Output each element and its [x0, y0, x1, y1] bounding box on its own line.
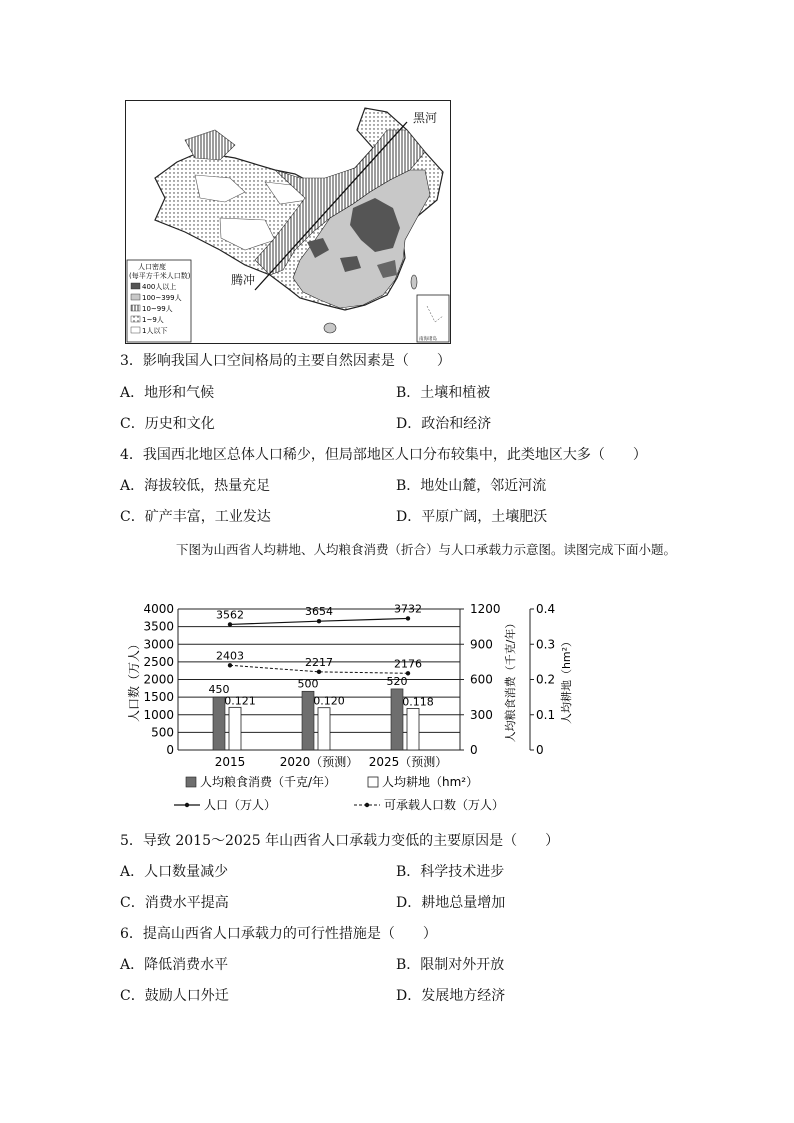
capacity-point [228, 663, 232, 667]
capacity-label: 2176 [394, 657, 422, 671]
population-point [228, 622, 232, 626]
grain-bar [213, 697, 225, 750]
population-point [406, 616, 410, 620]
map-legend [127, 260, 191, 342]
y1-axis-title: 人口数（万人） [127, 637, 141, 723]
legend-land-swatch [368, 777, 378, 787]
capacity-point [406, 671, 410, 675]
q6-option-b[interactable]: B．限制对外开放 [396, 957, 505, 973]
land-bar-label: 0.118 [402, 695, 434, 709]
y1-tick-label: 3000 [143, 637, 174, 652]
land-bar [229, 707, 241, 750]
legend-grain-label: 人均粮食消费（千克/年） [200, 775, 337, 789]
legend-grain-swatch [186, 777, 196, 787]
population-label: 3654 [305, 605, 333, 619]
land-bar [318, 708, 330, 750]
svg-text:人口密度: 人口密度 [138, 263, 166, 271]
y2-tick-label: 900 [470, 637, 493, 652]
legend-pop-label: 人口（万人） [204, 798, 277, 812]
y2-tick-label: 0 [470, 743, 478, 757]
grain-bar-label: 500 [297, 677, 319, 691]
grain-bar-label: 520 [386, 674, 408, 688]
y1-tick-label: 1000 [143, 707, 174, 722]
heihe-label: 黑河 [413, 111, 438, 125]
svg-text:南海诸岛: 南海诸岛 [419, 337, 437, 342]
y2-tick-label: 600 [470, 672, 493, 687]
population-label: 3562 [216, 608, 244, 622]
question-3-stem: 3．影响我国人口空间格局的主要自然因素是（ ） [120, 353, 451, 369]
y2-tick-label: 300 [470, 707, 493, 722]
legend-cap-point [365, 803, 369, 807]
tengchong-label: 腾冲 [231, 273, 256, 287]
q5-option-b[interactable]: B．科学技术进步 [396, 864, 505, 880]
y3-tick-label: 0.4 [536, 602, 556, 616]
q3-option-b[interactable]: B．土壤和植被 [396, 385, 491, 401]
china-population-density-map [125, 100, 451, 344]
question-4-stem: 4．我国西北地区总体人口稀少，但局部地区人口分布较集中，此类地区大多（ ） [120, 447, 647, 463]
q5-option-c[interactable]: C．消费水平提高 [120, 895, 229, 911]
q4-option-b[interactable]: B．地处山麓，邻近河流 [396, 478, 547, 494]
chart-intro-text: 下图为山西省人均耕地、人均粮食消费（折合）与人口承载力示意图。读图完成下面小题。 [176, 542, 677, 557]
x-tick-label: 2025（预测） [368, 755, 448, 769]
y2-tick-label: 1200 [470, 602, 501, 616]
grain-bar [302, 691, 314, 750]
question-5-stem: 5．导致 2015～2025 年山西省人口承载力变低的主要原因是（ ） [120, 833, 560, 849]
y1-tick-label: 1500 [143, 690, 174, 705]
y1-tick-label: 3500 [143, 619, 174, 634]
svg-text:1~9人: 1~9人 [142, 316, 164, 324]
svg-text:100~399人: 100~399人 [142, 294, 182, 302]
q6-option-d[interactable]: D．发展地方经济 [396, 988, 506, 1004]
y3-tick-label: 0.1 [536, 707, 556, 722]
land-bar-label: 0.120 [313, 694, 345, 708]
q4-option-a[interactable]: A．海拔较低，热量充足 [120, 478, 271, 494]
q4-option-d[interactable]: D．平原广阔，土壤肥沃 [396, 509, 548, 525]
q6-option-c[interactable]: C．鼓励人口外迁 [120, 988, 229, 1004]
shanxi-carrying-capacity-chart [118, 600, 598, 820]
grain-bar-label: 450 [208, 683, 230, 697]
q5-option-d[interactable]: D．耕地总量增加 [396, 895, 506, 911]
land-bar-label: 0.121 [224, 694, 256, 708]
svg-text:(每平方千米人口数): (每平方千米人口数) [129, 272, 191, 280]
y1-tick-label: 2000 [143, 672, 174, 687]
legend-cap-label: 可承载人口数（万人） [384, 798, 505, 812]
y1-tick-label: 2500 [143, 654, 174, 669]
q6-option-a[interactable]: A．降低消费水平 [120, 957, 229, 973]
q3-option-d[interactable]: D．政治和经济 [396, 416, 492, 432]
question-6-stem: 6．提高山西省人口承载力的可行性措施是（ ） [120, 926, 437, 942]
q4-option-c[interactable]: C．矿产丰富，工业发达 [120, 509, 271, 525]
svg-text:1人以下: 1人以下 [142, 327, 168, 335]
capacity-label: 2403 [216, 649, 244, 663]
svg-text:400人以上: 400人以上 [142, 283, 177, 291]
land-bar [407, 708, 419, 750]
y1-tick-label: 4000 [143, 602, 174, 616]
capacity-point [317, 670, 321, 674]
y3-axis-title: 人均耕地（hm²） [560, 635, 573, 725]
y3-tick-label: 0 [536, 743, 544, 757]
svg-text:10~99人: 10~99人 [142, 305, 173, 313]
legend-land-label: 人均耕地（hm²） [382, 775, 479, 789]
population-label: 3732 [394, 602, 422, 616]
capacity-label: 2217 [305, 655, 333, 669]
y1-tick-label: 500 [151, 725, 174, 740]
x-tick-label: 2015 [214, 755, 246, 769]
q3-option-c[interactable]: C．历史和文化 [120, 416, 215, 432]
grain-bar [391, 689, 403, 750]
q3-option-a[interactable]: A．地形和气候 [120, 385, 215, 401]
q5-option-a[interactable]: A．人口数量减少 [120, 864, 229, 880]
y3-tick-label: 0.3 [536, 637, 556, 652]
south-sea-inset [417, 295, 449, 342]
population-point [317, 619, 321, 623]
y3-tick-label: 0.2 [536, 672, 556, 687]
y2-axis-title: 人均粮食消费（千克/年） [504, 617, 517, 743]
legend-pop-point [185, 803, 189, 807]
x-tick-label: 2020（预测） [279, 755, 359, 769]
y1-tick-label: 0 [166, 743, 174, 757]
